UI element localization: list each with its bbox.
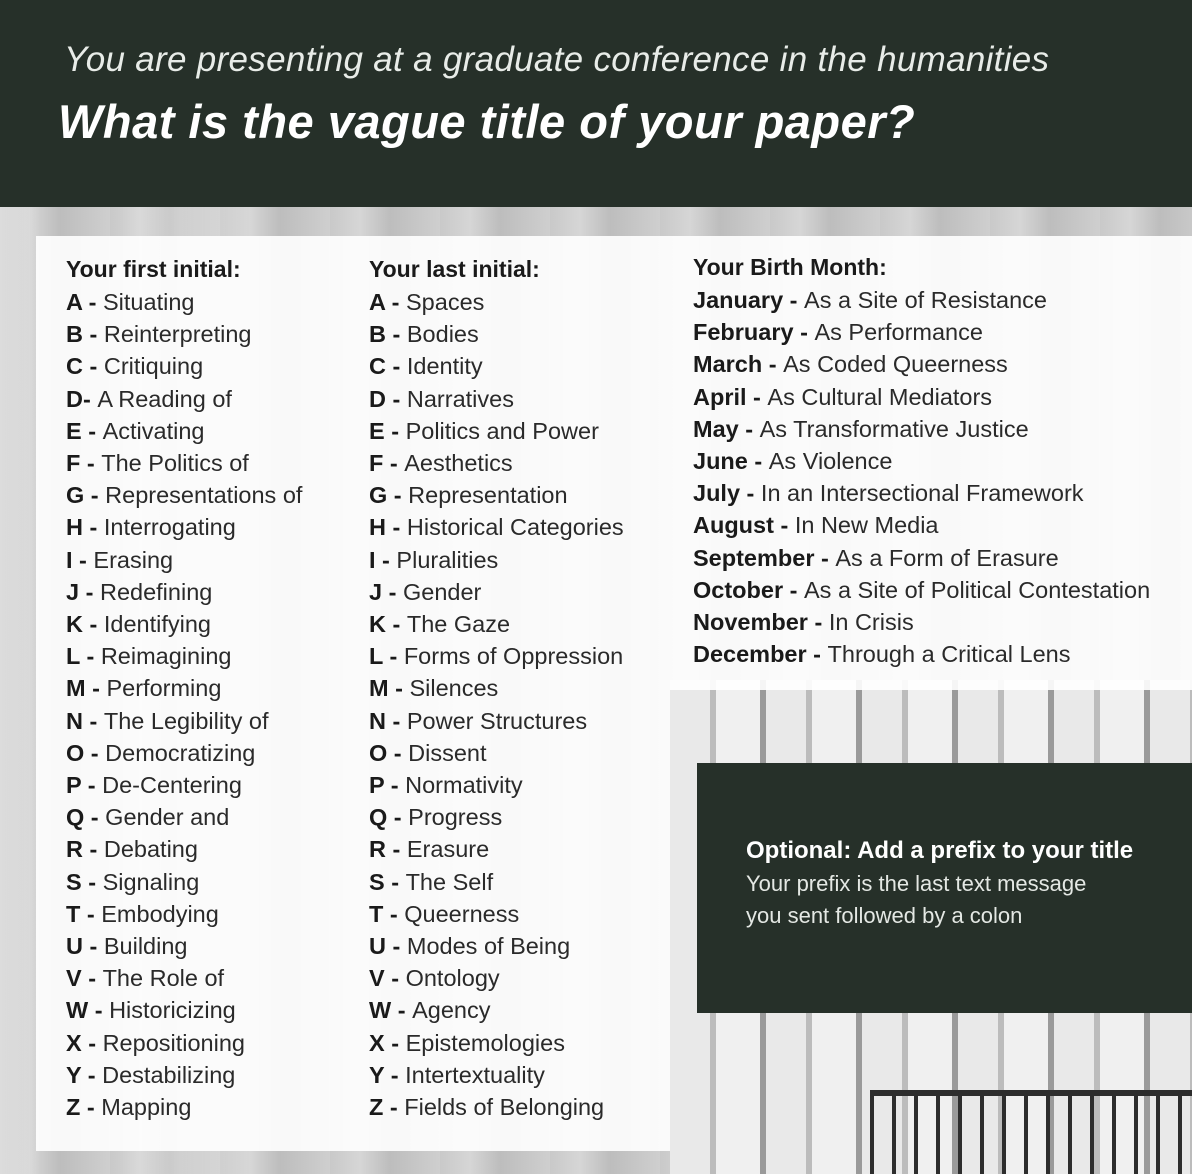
first-initial-entry: [66, 866, 302, 898]
last-initial-entry: [369, 801, 624, 833]
first-initial-key: F: [66, 450, 81, 477]
birth-month-value: As a Site of Resistance: [804, 287, 1047, 313]
first-initial-key: H: [66, 514, 83, 541]
first-initial-value: Situating: [103, 289, 195, 315]
first-initial-separator: -: [81, 1029, 103, 1056]
first-initial-value: Democratizing: [105, 739, 256, 766]
birth-month-entry: [693, 542, 1150, 574]
birth-month-entry: [693, 284, 1150, 316]
birth-month-entry: [693, 638, 1150, 670]
birth-month-entry: [693, 606, 1150, 638]
last-initial-entry: [369, 608, 624, 640]
first-initial-entry: [66, 511, 302, 543]
first-initial-value: The Legibility of: [103, 707, 269, 734]
optional-heading: Optional: Add a prefix to your title: [746, 837, 1134, 864]
last-initial-key: O: [369, 739, 388, 766]
last-initial-value: Gender: [402, 578, 482, 605]
first-initial-separator: -: [84, 482, 106, 509]
first-initial-key: W: [66, 997, 89, 1024]
header-band: [0, 0, 1192, 207]
last-initial-separator: -: [387, 482, 409, 509]
last-initial-entry: [369, 962, 624, 994]
last-initial-separator: -: [383, 900, 405, 927]
first-initial-key: D: [66, 385, 83, 412]
first-initial-value: Destabilizing: [102, 1061, 236, 1088]
last-initial-separator: -: [384, 868, 406, 895]
first-initial-separator: -: [88, 997, 110, 1024]
last-initial-key: T: [369, 900, 384, 927]
first-initial-separator: -: [81, 868, 103, 895]
last-initial-value: Fields of Belonging: [404, 1094, 605, 1121]
last-initial-key: Z: [369, 1094, 384, 1121]
last-initial-entry: [369, 511, 624, 543]
last-initial-separator: -: [385, 321, 407, 348]
birth-month-value: As a Site of Political Contestation: [804, 576, 1151, 603]
last-initial-value: Representation: [408, 482, 568, 509]
last-initial-value: Aesthetics: [404, 450, 513, 477]
last-initial-entry: [369, 1059, 624, 1091]
birth-month-separator: -: [814, 544, 836, 571]
first-initial-separator: -: [80, 450, 102, 477]
first-initial-key: O: [66, 739, 85, 766]
last-initial-separator: -: [391, 997, 413, 1024]
birth-month-separator: -: [762, 351, 784, 378]
last-initial-value: Identity: [406, 353, 483, 380]
first-initial-separator: -: [82, 707, 104, 734]
last-initial-entry: [369, 640, 624, 672]
first-initial-separator: -: [82, 933, 104, 960]
last-initial-key: M: [369, 675, 389, 702]
first-initial-key: M: [66, 675, 86, 702]
birth-month-value: In New Media: [794, 512, 939, 539]
first-initial-key: C: [66, 353, 83, 380]
last-initial-separator: -: [385, 836, 407, 863]
last-initial-value: Pluralities: [396, 546, 499, 573]
last-initial-key: Y: [369, 1061, 385, 1088]
first-initial-key: Y: [66, 1061, 82, 1088]
birth-month-value: As Cultural Mediators: [767, 383, 993, 410]
last-initial-value: Epistemologies: [405, 1029, 565, 1056]
birth-month-entry: [693, 574, 1150, 606]
first-initial-separator: -: [82, 321, 104, 348]
last-initial-value: Politics and Power: [405, 417, 599, 444]
birth-month-value: As Violence: [768, 448, 893, 475]
first-initial-entry: [66, 672, 302, 704]
birth-month-column: [693, 254, 1150, 670]
first-initial-separator: -: [82, 611, 104, 638]
first-initial-value: Building: [103, 933, 188, 960]
last-initial-key: A: [369, 289, 386, 315]
first-initial-key: K: [66, 611, 83, 638]
last-initial-column: [369, 256, 624, 1123]
birth-month-key: January: [693, 287, 784, 313]
last-initial-entry: [369, 479, 624, 511]
first-initial-entry: [66, 833, 302, 865]
last-initial-key: I: [369, 546, 376, 573]
last-initial-value: Intertextuality: [405, 1061, 545, 1088]
birth-month-key: March: [693, 351, 763, 378]
first-initial-value: The Politics of: [101, 450, 249, 477]
first-initial-entry: [66, 640, 302, 672]
first-initial-separator: -: [85, 675, 107, 702]
first-initial-entry: [66, 447, 302, 479]
first-initial-separator: -: [82, 836, 104, 863]
birth-month-value: As a Form of Erasure: [835, 544, 1059, 571]
first-initial-entry: [66, 1091, 302, 1123]
first-initial-key: P: [66, 772, 82, 799]
last-initial-separator: -: [384, 965, 406, 992]
last-initial-separator: -: [383, 1094, 405, 1121]
first-initial-separator: -: [84, 804, 106, 831]
birth-month-key: February: [693, 319, 794, 346]
last-initial-value: Forms of Oppression: [403, 643, 624, 670]
first-initial-value: Reinterpreting: [103, 321, 252, 348]
first-initial-key: A: [66, 289, 83, 315]
first-initial-key: N: [66, 707, 83, 734]
last-initial-key: R: [369, 836, 386, 863]
first-initial-separator: -: [80, 900, 102, 927]
first-initial-key: V: [66, 965, 82, 992]
first-initial-separator: -: [79, 578, 100, 605]
last-initial-separator: -: [384, 417, 406, 444]
last-initial-value: Queerness: [404, 900, 520, 927]
birth-month-key: November: [693, 609, 808, 636]
birth-month-entry: [693, 413, 1150, 445]
first-initial-column: [66, 256, 302, 1123]
first-initial-key: Z: [66, 1094, 81, 1121]
birth-month-separator: -: [783, 576, 804, 603]
last-initial-entry: [369, 866, 624, 898]
first-initial-value: The Role of: [102, 965, 225, 992]
last-initial-value: Progress: [408, 804, 503, 831]
first-initial-key: S: [66, 868, 82, 895]
last-initial-separator: -: [382, 578, 403, 605]
birth-month-key: September: [693, 544, 815, 571]
first-initial-separator: -: [82, 385, 98, 412]
birth-month-entry: [693, 477, 1150, 509]
last-initial-separator: -: [375, 546, 397, 573]
birth-month-key: May: [693, 415, 739, 442]
first-initial-value: Interrogating: [103, 514, 236, 541]
last-initial-key: Q: [369, 804, 388, 831]
last-initial-value: The Self: [405, 868, 494, 895]
first-initial-value: Representations of: [105, 482, 303, 509]
first-initial-separator: -: [81, 417, 103, 444]
last-initial-entry: [369, 1027, 624, 1059]
birth-month-separator: -: [806, 641, 828, 668]
first-initial-value: Mapping: [101, 1094, 192, 1121]
birth-month-value: In an Intersectional Framework: [760, 480, 1084, 507]
birth-month-separator: -: [747, 448, 769, 475]
last-initial-key: S: [369, 868, 385, 895]
birth-month-value: As Performance: [814, 319, 983, 346]
first-initial-key: X: [66, 1029, 82, 1056]
first-initial-value: Activating: [102, 417, 205, 444]
birth-month-key: October: [693, 576, 784, 603]
first-initial-entry: [66, 576, 302, 608]
last-initial-value: Bodies: [406, 321, 479, 348]
first-initial-separator: -: [84, 739, 106, 766]
last-initial-separator: -: [383, 450, 405, 477]
first-initial-entry: [66, 479, 302, 511]
last-initial-list: [369, 286, 624, 1123]
last-initial-separator: -: [385, 385, 407, 412]
birth-month-value: As Coded Queerness: [783, 351, 1008, 378]
last-initial-entry: [369, 705, 624, 737]
last-initial-entry: [369, 930, 624, 962]
first-initial-key: Q: [66, 804, 85, 831]
last-initial-separator: -: [388, 675, 410, 702]
last-initial-key: K: [369, 611, 386, 638]
last-initial-entry: [369, 898, 624, 930]
first-initial-entry: [66, 608, 302, 640]
birth-month-entry: [693, 509, 1150, 541]
last-initial-key: L: [369, 643, 383, 670]
first-initial-separator: -: [81, 965, 103, 992]
last-initial-separator: -: [385, 289, 406, 315]
first-initial-value: Embodying: [101, 900, 219, 927]
first-initial-key: R: [66, 836, 83, 863]
first-initial-value: A Reading of: [97, 385, 232, 412]
last-initial-value: Power Structures: [406, 707, 588, 734]
last-initial-value: Ontology: [405, 965, 500, 992]
last-initial-separator: -: [384, 1061, 406, 1088]
first-initial-value: Debating: [103, 836, 198, 863]
first-initial-key: B: [66, 321, 83, 348]
last-initial-entry: [369, 672, 624, 704]
first-initial-value: Performing: [106, 675, 222, 702]
last-initial-separator: -: [384, 1029, 406, 1056]
last-initial-value: Normativity: [405, 772, 523, 799]
first-initial-value: Repositioning: [102, 1029, 245, 1056]
birth-month-list: [693, 284, 1150, 670]
last-initial-entry: [369, 318, 624, 350]
first-initial-entry: [66, 286, 302, 318]
birth-month-key: December: [693, 641, 807, 668]
first-initial-entry: [66, 544, 302, 576]
last-initial-key: D: [369, 385, 386, 412]
last-initial-entry: [369, 544, 624, 576]
first-initial-separator: -: [79, 643, 101, 670]
first-initial-entry: [66, 383, 302, 415]
last-initial-key: H: [369, 514, 386, 541]
first-initial-key: T: [66, 900, 81, 927]
last-initial-entry: [369, 286, 624, 318]
first-initial-entry: [66, 415, 302, 447]
first-initial-entry: [66, 350, 302, 382]
first-initial-value: Critiquing: [103, 353, 204, 380]
last-initial-entry: [369, 383, 624, 415]
birth-month-separator: -: [773, 512, 795, 539]
first-initial-separator: -: [80, 1094, 102, 1121]
birth-month-separator: -: [746, 383, 768, 410]
first-initial-key: G: [66, 482, 85, 509]
first-initial-entry: [66, 994, 302, 1026]
last-initial-value: Spaces: [406, 289, 485, 315]
last-initial-key: U: [369, 933, 386, 960]
last-initial-key: E: [369, 417, 385, 444]
first-initial-separator: -: [81, 1061, 103, 1088]
first-initial-key: I: [66, 546, 73, 573]
last-initial-entry: [369, 833, 624, 865]
first-initial-value: De-Centering: [102, 772, 242, 799]
last-initial-entry: [369, 576, 624, 608]
last-initial-key: V: [369, 965, 385, 992]
birth-month-key: June: [693, 448, 748, 475]
first-initial-value: Identifying: [103, 611, 212, 638]
first-initial-value: Signaling: [102, 868, 200, 895]
birth-month-separator: -: [783, 287, 805, 313]
first-initial-entry: [66, 705, 302, 737]
last-initial-entry: [369, 994, 624, 1026]
last-initial-key: P: [369, 772, 385, 799]
railing-photo: [870, 1090, 1192, 1174]
birth-month-key: July: [693, 480, 741, 507]
birth-month-separator: -: [793, 319, 815, 346]
last-initial-value: Dissent: [408, 739, 487, 766]
last-initial-separator: -: [384, 772, 406, 799]
last-initial-value: Historical Categories: [406, 514, 624, 541]
last-initial-separator: -: [385, 707, 407, 734]
last-initial-value: Agency: [412, 997, 491, 1024]
birth-month-key: April: [693, 383, 747, 410]
birth-month-separator: -: [807, 609, 829, 636]
last-initial-separator: -: [385, 353, 407, 380]
first-initial-entry: [66, 930, 302, 962]
birth-month-value: In Crisis: [828, 609, 914, 636]
birth-month-separator: -: [740, 480, 761, 507]
last-initial-key: G: [369, 482, 388, 509]
first-initial-key: U: [66, 933, 83, 960]
birth-month-separator: -: [738, 415, 760, 442]
optional-line-2: you sent followed by a colon: [746, 903, 1023, 928]
last-initial-key: F: [369, 450, 384, 477]
birth-month-entry: [693, 348, 1150, 380]
first-initial-entry: [66, 318, 302, 350]
last-initial-key: N: [369, 707, 386, 734]
birth-month-entry: [693, 381, 1150, 413]
first-initial-separator: -: [82, 353, 104, 380]
first-initial-separator: -: [81, 772, 103, 799]
first-initial-value: Gender and: [105, 804, 230, 831]
first-initial-value: Reimagining: [100, 643, 232, 670]
optional-prefix-box: [697, 763, 1192, 1013]
birth-month-value: Through a Critical Lens: [827, 641, 1071, 668]
first-initial-entry: [66, 801, 302, 833]
last-initial-separator: -: [387, 739, 409, 766]
last-initial-entry: [369, 350, 624, 382]
first-initial-entry: [66, 1027, 302, 1059]
first-initial-entry: [66, 962, 302, 994]
last-initial-separator: -: [382, 643, 404, 670]
last-initial-value: Silences: [409, 675, 499, 702]
subtitle: You are presenting at a graduate conference in the humanities: [64, 40, 1050, 79]
first-initial-key: L: [66, 643, 80, 670]
first-initial-key: J: [66, 578, 80, 605]
last-initial-value: Narratives: [406, 385, 514, 412]
last-initial-key: B: [369, 321, 386, 348]
last-initial-value: The Gaze: [406, 611, 511, 638]
last-initial-key: X: [369, 1029, 385, 1056]
first-initial-heading: Your first initial:: [66, 256, 241, 282]
birth-month-value: As Transformative Justice: [759, 415, 1029, 442]
last-initial-separator: -: [387, 804, 409, 831]
birth-month-key: August: [693, 512, 774, 539]
last-initial-value: Erasure: [406, 836, 490, 863]
birth-month-entry: [693, 445, 1150, 477]
last-initial-key: J: [369, 578, 383, 605]
first-initial-entry: [66, 737, 302, 769]
last-initial-separator: -: [385, 611, 407, 638]
first-initial-separator: -: [72, 546, 94, 573]
first-initial-value: Historicizing: [109, 997, 236, 1024]
birth-month-entry: [693, 316, 1150, 348]
first-initial-entry: [66, 898, 302, 930]
last-initial-separator: -: [385, 933, 407, 960]
last-initial-separator: -: [385, 514, 407, 541]
first-initial-entry: [66, 769, 302, 801]
last-initial-entry: [369, 415, 624, 447]
last-initial-entry: [369, 1091, 624, 1123]
last-initial-key: C: [369, 353, 386, 380]
last-initial-entry: [369, 769, 624, 801]
first-initial-list: [66, 286, 302, 1123]
last-initial-heading: Your last initial:: [369, 256, 540, 282]
optional-line-1: Your prefix is the last text message: [746, 871, 1087, 896]
first-initial-key: E: [66, 417, 82, 444]
last-initial-entry: [369, 447, 624, 479]
last-initial-key: W: [369, 997, 392, 1024]
birth-month-heading: Your Birth Month:: [693, 254, 887, 280]
first-initial-separator: -: [82, 514, 104, 541]
last-initial-entry: [369, 737, 624, 769]
first-initial-value: Redefining: [99, 578, 213, 605]
last-initial-value: Modes of Being: [406, 933, 571, 960]
first-initial-entry: [66, 1059, 302, 1091]
page-title: What is the vague title of your paper?: [58, 95, 916, 148]
first-initial-value: Erasing: [93, 546, 174, 573]
first-initial-separator: -: [82, 289, 103, 315]
